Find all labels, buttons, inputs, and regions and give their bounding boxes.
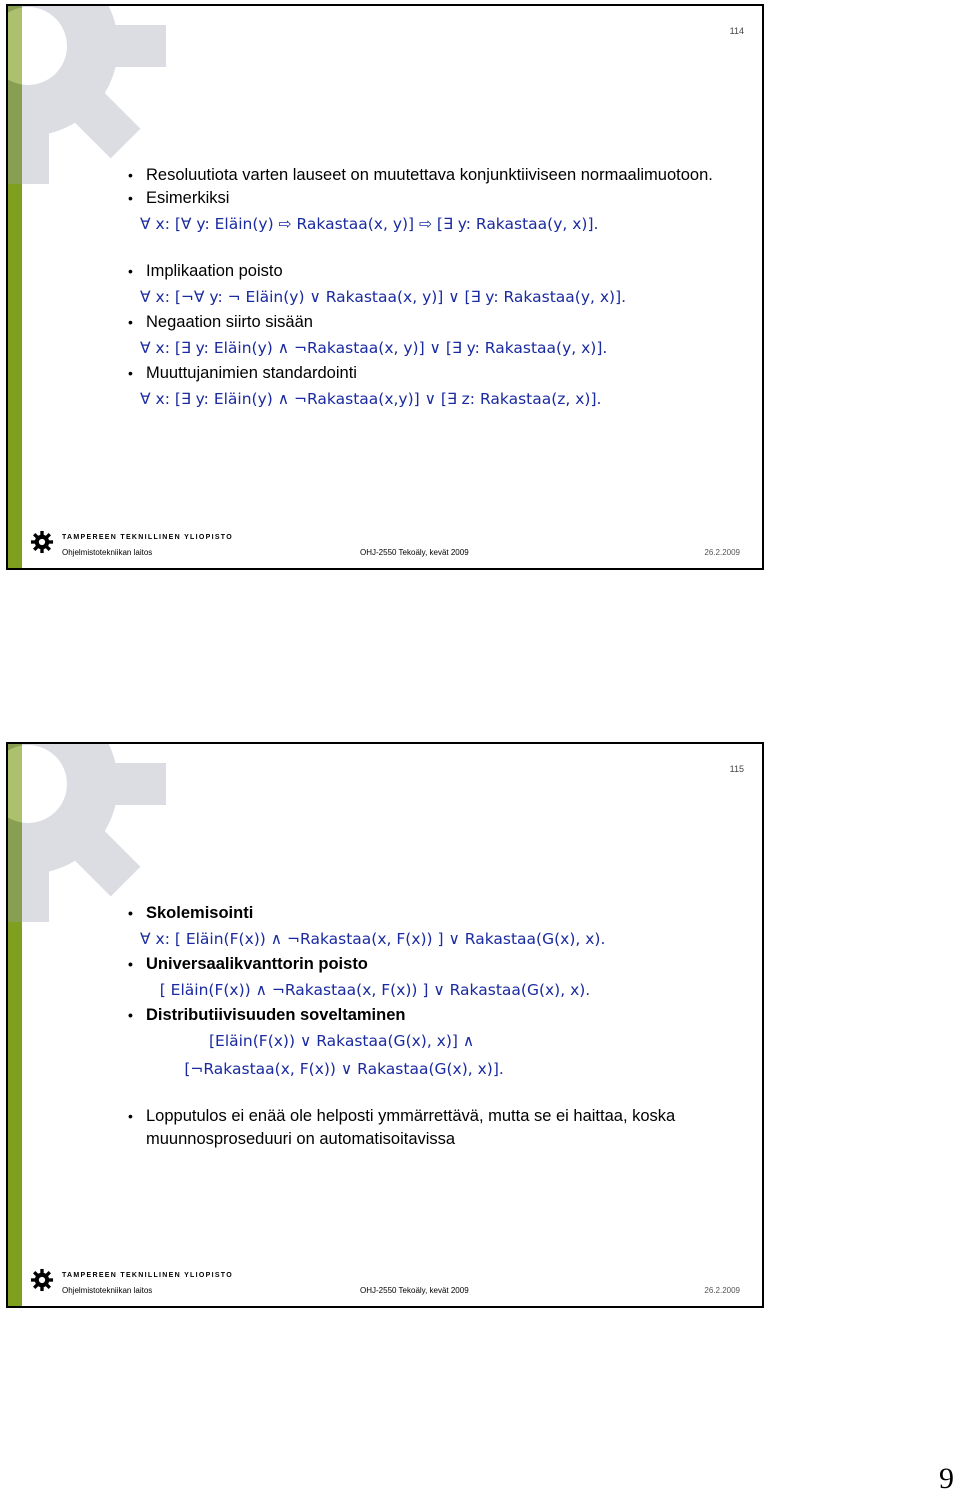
university-name: TAMPEREEN TEKNILLINEN YLIOPISTO: [62, 534, 233, 541]
slide-footer: [8, 1266, 762, 1306]
bullet-item: • Muuttujanimien standardointi: [128, 362, 752, 385]
bullet-item: • Resoluutiota varten lauseet on muutettava konjunktiiviseen normaalimuotoon.: [128, 164, 752, 187]
logic-formula: [ Eläin(F(x)) ∧ ¬Rakastaa(x, F(x)) ] ∨ Rakastaa(G(x), x).: [140, 981, 591, 999]
gear-logo-icon: [30, 530, 54, 554]
logic-formula: [Eläin(F(x)) ∨ Rakastaa(G(x), x)] ∧ [¬Rakastaa(x, F(x)) ∨ Rakastaa(G(x), x)].: [184, 1032, 504, 1078]
slide-114: [6, 4, 764, 570]
slide-number: 115: [729, 764, 744, 774]
slide-number: 114: [729, 26, 744, 36]
bullet-item: • Esimerkiksi: [128, 187, 752, 210]
logic-formula: ∀ x: [¬∀ y: ¬ Eläin(y) ∨ Rakastaa(x, y)] ∨ [∃ y: Rakastaa(y, x)].: [140, 288, 627, 306]
bullet-item: • Negaation siirto sisään: [128, 311, 752, 334]
course-name: OHJ-2550 Tekoäly, kevät 2009: [360, 1286, 469, 1295]
slide-content: [128, 902, 752, 1151]
logic-formula: ∀ x: [ Eläin(F(x)) ∧ ¬Rakastaa(x, F(x)) ] ∨ Rakastaa(G(x), x).: [140, 930, 606, 948]
slide-footer: [8, 528, 762, 568]
bullet-item: • Skolemisointi: [128, 902, 752, 925]
slide-date: 26.2.2009: [704, 1286, 740, 1295]
gear-logo-icon: [30, 1268, 54, 1292]
university-name: TAMPEREEN TEKNILLINEN YLIOPISTO: [62, 1272, 233, 1279]
logic-formula: ∀ x: [∃ y: Eläin(y) ∧ ¬Rakastaa(x, y)] ∨ [∃ y: Rakastaa(y, x)].: [140, 339, 608, 357]
slide-content: [128, 164, 752, 413]
bullet-item: • Lopputulos ei enää ole helposti ymmärrettävä, mutta se ei haittaa, koska muunnosproseduuri on automatisoitavissa: [128, 1105, 752, 1151]
bullet-item: • Distributiivisuuden soveltaminen: [128, 1004, 752, 1027]
course-name: OHJ-2550 Tekoäly, kevät 2009: [360, 548, 469, 557]
slide-115: [6, 742, 764, 1308]
bullet-item: • Implikaation poisto: [128, 260, 752, 283]
logic-formula: ∀ x: [∃ y: Eläin(y) ∧ ¬Rakastaa(x,y)] ∨ [∃ z: Rakastaa(z, x)].: [140, 390, 602, 408]
page-number: 9: [939, 1462, 954, 1495]
department-name: Ohjelmistotekniikan laitos: [62, 1286, 153, 1295]
bullet-item: • Universaalikvanttorin poisto: [128, 953, 752, 976]
slide-date: 26.2.2009: [704, 548, 740, 557]
department-name: Ohjelmistotekniikan laitos: [62, 548, 153, 557]
logic-formula: ∀ x: [∀ y: Eläin(y) ⇨ Rakastaa(x, y)] ⇨ [∃ y: Rakastaa(y, x)].: [140, 215, 599, 233]
